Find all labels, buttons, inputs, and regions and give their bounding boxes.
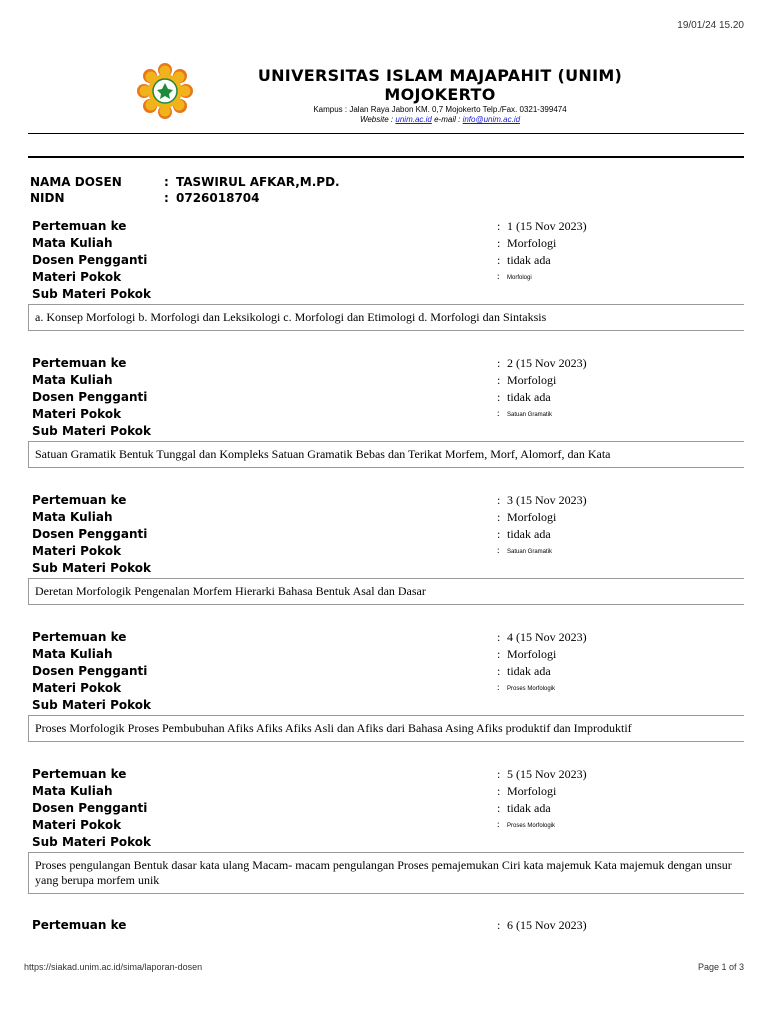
substitute-lecturer-label: Dosen Pengganti [32,253,148,267]
main-topic-value: : Proses Morfologik [497,819,556,829]
nidn-value: 0726018704 [176,191,260,205]
substitute-lecturer-value: : tidak ada [497,527,551,541]
subtopic-box: Satuan Gramatik Bentuk Tunggal dan Kompleks Satuan Gramatik Bebas dan Terikat Morfem, Morf, Alomorf, dan Kata [28,441,744,468]
meeting-number-value: : 3 (15 Nov 2023) [497,493,587,507]
meeting-number-label: Pertemuan ke [32,493,127,507]
subtopic-label: Sub Materi Pokok [32,698,151,712]
lecturer-name-row: NAMA DOSEN : TASWIRUL AFKAR,M.PD. [30,175,340,189]
course-label: Mata Kuliah [32,373,113,387]
main-topic-label: Materi Pokok [32,681,122,695]
meeting-number-value: : 6 (15 Nov 2023) [497,918,587,932]
course-value: : Morfologi [497,510,557,524]
course-label: Mata Kuliah [32,236,113,250]
email-link[interactable]: info@unim.ac.id [462,115,521,124]
header-divider-thin [28,133,744,134]
main-topic-label: Materi Pokok [32,407,122,421]
meeting-number-value: : 4 (15 Nov 2023) [497,630,587,644]
contact-line [200,115,680,124]
course-value: : Morfologi [497,647,557,661]
meeting-number-value: : 1 (15 Nov 2023) [497,219,587,233]
lecturer-name-label: NAMA DOSEN [30,175,122,189]
main-topic-label: Materi Pokok [32,270,122,284]
university-name: UNIVERSITAS ISLAM MAJAPAHIT (UNIM) [257,66,623,85]
substitute-lecturer-label: Dosen Pengganti [32,801,148,815]
main-topic-label: Materi Pokok [32,544,122,558]
course-value: : Morfologi [497,784,557,798]
substitute-lecturer-value: : tidak ada [497,664,551,678]
main-topic-value: : Satuan Gramatik [497,408,553,418]
meeting-number-label: Pertemuan ke [32,767,127,781]
meeting-number-label: Pertemuan ke [32,219,127,233]
lecturer-nidn-row: NIDN : 0726018704 [30,191,260,205]
lecturer-name: TASWIRUL AFKAR,M.PD. [176,175,340,189]
course-value: : Morfologi [497,236,557,250]
letterhead [0,60,768,130]
course-label: Mata Kuliah [32,647,113,661]
campus-address: Kampus : Jalan Raya Jabon KM. 0,7 Mojokerto Telp./Fax. 0321-399474 [313,105,567,114]
print-date: 19/01/24 15.20 [677,20,744,31]
subtopic-label: Sub Materi Pokok [32,835,151,849]
subtopic-label: Sub Materi Pokok [32,287,151,301]
university-city: MOJOKERTO [384,85,496,104]
website-label: Website : [359,115,394,124]
main-topic-label: Materi Pokok [32,818,122,832]
page-number: Page 1 of 3 [697,962,744,972]
nidn-label: NIDN [30,191,65,205]
substitute-lecturer-label: Dosen Pengganti [32,390,148,404]
course-label: Mata Kuliah [32,784,113,798]
substitute-lecturer-value: : tidak ada [497,801,551,815]
meeting-number-value: : 5 (15 Nov 2023) [497,767,587,781]
meeting-number-label: Pertemuan ke [32,630,127,644]
main-topic-value: : Satuan Gramatik [497,545,553,555]
substitute-lecturer-label: Dosen Pengganti [32,664,148,678]
subtopic-label: Sub Materi Pokok [32,561,151,575]
subtopic-box: Proses Morfologik Proses Pembubuhan Afiks Afiks Afiks Asli dan Afiks dari Bahasa Asing Afiks produktif dan Improduktif [28,715,744,742]
meeting-number-label: Pertemuan ke [32,918,127,932]
website-link[interactable]: unim.ac.id [395,115,432,124]
subtopic-label: Sub Materi Pokok [32,424,151,438]
university-logo [132,62,198,120]
page-url: https://siakad.unim.ac.id/sima/laporan-dosen [24,962,203,972]
substitute-lecturer-value: : tidak ada [497,390,551,404]
meeting-number-value: : 2 (15 Nov 2023) [497,356,587,370]
meeting-number-label: Pertemuan ke [32,356,127,370]
substitute-lecturer-label: Dosen Pengganti [32,527,148,541]
subtopic-box: Proses pengulangan Bentuk dasar kata ulang Macam- macam pengulangan Proses pemajemukan Ciri kata majemuk Kata majemuk dengan unsur yang berupa morfem unik [28,852,744,894]
course-value: : Morfologi [497,373,557,387]
course-label: Mata Kuliah [32,510,113,524]
subtopic-box: Deretan Morfologik Pengenalan Morfem Hierarki Bahasa Bentuk Asal dan Dasar [28,578,744,605]
main-topic-value: : Proses Morfologik [497,682,556,692]
substitute-lecturer-value: : tidak ada [497,253,551,267]
main-topic-value: : Morfologi [497,271,532,281]
subtopic-box: a. Konsep Morfologi b. Morfologi dan Leksikologi c. Morfologi dan Etimologi d. Morfologi dan Sintaksis [28,304,744,331]
header-divider-thick [28,156,744,158]
email-label: e-mail : [434,115,461,124]
